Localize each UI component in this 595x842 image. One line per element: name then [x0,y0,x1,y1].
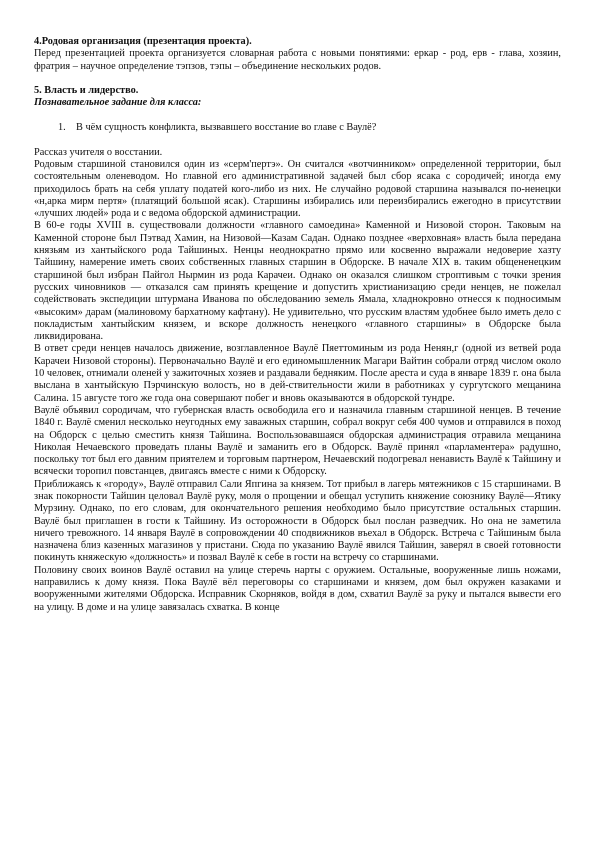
teacher-story-heading: Рассказ учителя о восстании. [34,146,163,158]
question-text: В чём сущность конфликта, вызвавшего восстание во главе с Ваулё? [76,122,377,134]
paragraph-vaulyo-campaign: Ваулё объявил сородичам, что губернская власть освободила его и назначила главным старшиной ненцев. В течение 1840 г. Ваулё сменил несколько неугодных ему заважных старшин, собрал вокруг себя 400 чумов и отправился в поход на Обдорск с целью сместить князя Тайшина. Воспользовавшаяся обдорская администрация отравила мещанина Николая Нечаевского проведать планы Ваулё и заманить его в Обдорск. Ваулё принял «парламентера» радушно, поскольку тот был его давним приятелем и торговым партнером, Нечаевский подогревал ненависть Ваулё к Тайшину и всячески торопил повстанцев, двигаясь вместе с ними к Обдорску. [34,404,561,478]
paragraph-obdorsk-meeting: Приближаясь к «городу», Ваулё отправил Сали Япгина за князем. Тот прибыл в лагерь мятежников с 15 старшинами. В знак покорности Тайшин целовал Ваулё руку, моля о прощении и обещал уступить княжение союзнику Ваулё—Ятику Мурзину. Однако, по его словам, для окончательного решения необходимо было присутствие остальных старшин. Ваулё был приглашен в гости к Тайшину. Из осторожности в Обдорск был послан разведчик. Но она не заметила ничего тревожного. 14 января Ваулё в сопровождении 40 сподвижников въехал в Обдорск. Встреча с Тайшиным была назначена близ казенных магазинов у пристани. Сюда по указанию Ваулё явился Тайшин, заверял в своей готовности покинуть княжескую «должность» и позвал Ваулё к себе в гости на встречу со старшинами. [34,478,561,564]
paragraph-fight: Половину своих воинов Ваулё оставил на улице стеречь нарты с оружием. Остальные, вооруженные лишь ножами, направились к дому князя. Пока Ваулё вёл переговоры со старшинами и князем, дом был окружен казаками и вооруженными жителями Обдорска. Исправник Скорняков, войдя в дом, схватил Ваулё за руку и пытался вывести его на улицу. В доме и на улице завязалась схватка. В конце [34,564,561,613]
paragraph-clan-elder: Родовым старшиной становился один из «серм'пертэ». Он считался «вотчинником» определенной территории, был состоятельным оленеводом. Но главной его административной задачей был сбор ясака с сородичей; иногда ему приходилось брать на себя уплату податей кого-либо из них. Не случайно родовой старшина назывался по-ненецки «н,арка мирм пертя» (платящий большой ясак). Старшины избирались или переизбирались ежегодно в присутствии «лучших людей» рода и с ведома обдорской администрации. [34,158,561,220]
question-number: 1. [58,122,66,134]
paragraph-18th-century: В 60-е годы XVIII в. существовали должности «главного самоедина» Каменной и Низовой сторон. Таковым на Каменной стороне был Пэтвад Хамин, на Низовой—Казам Садан. Однако позднее «верховная» власть была передана князьям из хантыйского рода Тайшиных. Ненцы неоднократно прямо или косвенно выражали недоверие хазту Тайшину, намерение иметь своих собственных главных старшин в Обдорске. В начале XIX в. таким общененецким старшиной был избран Пайгол Нырмин из рода Карачеи. Однако он оказался слишком строптивым с точки зрения русских чиновников — отказался сам принять крещение и допустить христианизацию среди ненцев, не пожелал содействовать экспедиции штурмана Иванова по обследованию земель Ямала, хладнокровно отнесся к подносимым «высоким» дарам (малиновому бархатному кафтану). Не удивительно, что русским властям удобнее было иметь дело с покладистым хантыйским князем, и вскоре должность ненецкого «главного старшины» в Обдорске была ликвидирована. [34,220,561,343]
section-5-title: 5. Власть и лидерство. [34,85,139,97]
question-item [34,122,561,134]
task-label: Познавательное задание для класса: [34,97,202,109]
section-4-intro: Перед презентацией проекта организуется словарная работа с новыми понятиями: еркар - род, ерв - глава, хозяин, фратрия – научное определение тэпзов, тэпы – объединение нескольких родов. [34,48,561,72]
paragraph-movement: В ответ среди ненцев началось движение, возглавленное Ваулё Пяеттоминым из рода Ненян,г (одной из ветвей рода Карачеи Низовой стороны). Первоначально Ваулё и его единомышленник Магари Вайтин собрали отряд числом около 10 человек, отнимали оленей у зажиточных хозяев и раздавали бедняким. После ареста и суда в январе 1839 г. она была выслана в хантыйскую Пэрчинскую волость, но в дей-ствительности жили в работниках у сургутского мещанина Салина. 15 августе того же года она совершают побег и вновь оказываются в обдорской тундре. [34,343,561,404]
section-4-title: 4.Родовая организация (презентация проекта). [34,36,252,47]
